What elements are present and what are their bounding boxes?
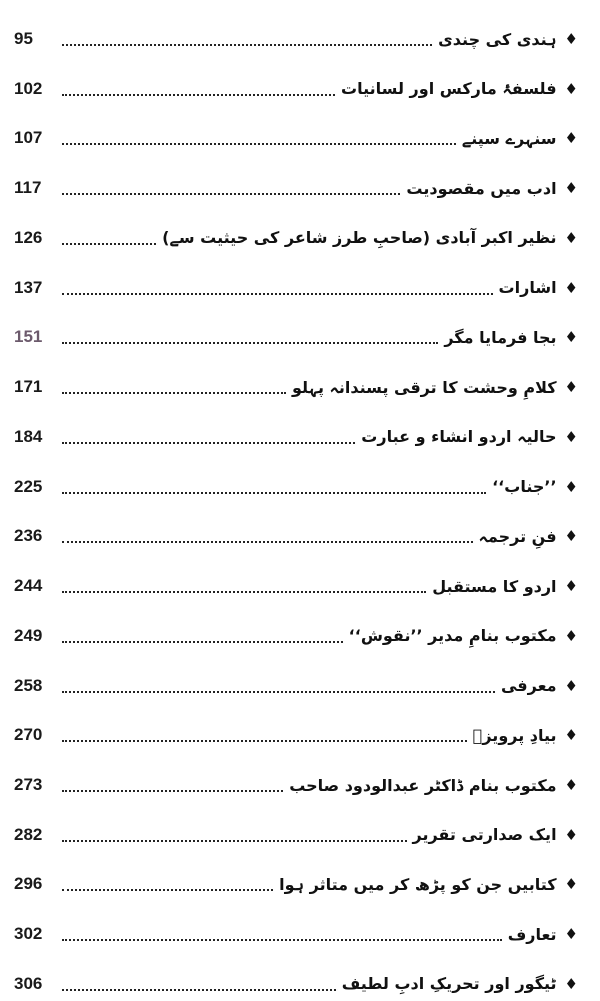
page-number: 107 (14, 128, 43, 148)
dot-leader (62, 342, 438, 344)
toc-entry-text (62, 221, 578, 255)
toc-entry-text (62, 470, 578, 504)
entry-title: فلسفۂ مارکس اور لسانیات (341, 79, 557, 99)
entry-title: تعارف (507, 924, 557, 944)
page-number: 302 (14, 924, 43, 944)
toc-entry[interactable] (0, 72, 600, 106)
entry-title: ایک صدارتی تقریر (412, 825, 557, 845)
diamond-bullet-icon: ♦ (564, 30, 578, 48)
toc-entry[interactable] (0, 171, 600, 205)
toc-entry-text (62, 519, 578, 553)
toc-entry-text (62, 967, 578, 1001)
page-number: 117 (14, 178, 42, 198)
toc-entry[interactable] (0, 519, 600, 553)
entry-title: مکتوب بنامِ مدیر ’’نقوش‘‘ (348, 626, 557, 646)
diamond-bullet-icon: ♦ (564, 378, 578, 397)
dot-leader (62, 939, 502, 941)
toc-entry[interactable] (0, 470, 600, 504)
page-number: 282 (14, 824, 43, 844)
diamond-bullet-icon: ♦ (564, 925, 578, 944)
toc-entry[interactable] (0, 768, 600, 802)
entry-title: ’’جناب‘‘ (492, 477, 557, 497)
toc-entry-text (62, 917, 578, 951)
diamond-bullet-icon: ♦ (564, 278, 578, 297)
toc-entry[interactable] (0, 669, 600, 703)
page-number: 171 (14, 377, 43, 397)
toc-entry[interactable] (0, 370, 600, 404)
toc-entry-text (62, 420, 578, 454)
toc-entry-text (62, 867, 578, 901)
toc-entry-text (62, 171, 578, 205)
dot-leader (62, 591, 426, 593)
toc-entry[interactable] (0, 867, 600, 901)
toc-entry[interactable] (0, 271, 600, 305)
diamond-bullet-icon: ♦ (564, 974, 578, 993)
toc-entry[interactable] (0, 320, 600, 354)
toc-entry[interactable] (0, 818, 600, 852)
page-number: 184 (14, 426, 43, 446)
page-number: 296 (14, 874, 43, 894)
diamond-bullet-icon: ♦ (564, 626, 578, 645)
diamond-bullet-icon: ♦ (564, 825, 578, 844)
toc-entry-text (62, 669, 578, 703)
entry-title: بیادِ پرویزؔ (472, 725, 557, 745)
toc-entry[interactable] (0, 967, 600, 1001)
toc-entry[interactable] (0, 22, 600, 56)
diamond-bullet-icon: ♦ (564, 875, 578, 894)
diamond-bullet-icon: ♦ (564, 477, 578, 496)
page-number: 102 (14, 78, 43, 98)
page-number: 151 (14, 327, 43, 347)
entry-title: اردو کا مستقبل (432, 576, 557, 596)
page-number: 249 (14, 625, 43, 645)
page-number: 258 (14, 675, 43, 695)
toc-entry-text (62, 370, 578, 404)
toc-entry[interactable] (0, 221, 600, 255)
toc-entry-text (62, 768, 578, 802)
entry-title: کتابیں جن کو پڑھ کر میں متاثر ہوا (279, 874, 557, 894)
dot-leader (62, 44, 432, 46)
diamond-bullet-icon: ♦ (564, 179, 578, 198)
toc-entry[interactable] (0, 420, 600, 454)
toc-entry-text (62, 619, 578, 653)
toc-entry-text (62, 569, 578, 603)
entry-title: مکتوب بنام ڈاکٹر عبدالودود صاحب (289, 775, 557, 795)
entry-title: سنہرے سپنے (461, 128, 557, 148)
dot-leader (62, 541, 473, 543)
diamond-bullet-icon: ♦ (564, 427, 578, 446)
table-of-contents (0, 22, 600, 1001)
dot-leader (62, 392, 286, 394)
diamond-bullet-icon: ♦ (564, 577, 578, 596)
toc-entry[interactable] (0, 619, 600, 653)
diamond-bullet-icon: ♦ (564, 527, 578, 546)
toc-entry[interactable] (0, 121, 600, 155)
diamond-bullet-icon: ♦ (564, 328, 578, 347)
toc-entry-text (62, 22, 578, 56)
page-number: 273 (14, 775, 43, 795)
page-number: 236 (14, 526, 43, 546)
page-number: 137 (14, 277, 43, 297)
toc-entry-text (62, 818, 578, 852)
entry-title: ہندی کی چندی (438, 29, 557, 49)
toc-entry-text (62, 718, 578, 752)
diamond-bullet-icon: ♦ (564, 228, 578, 247)
dot-leader (62, 641, 343, 643)
page-number: 95 (14, 29, 33, 48)
toc-entry-text (62, 121, 578, 155)
dot-leader (62, 293, 493, 295)
entry-title: نظیر اکبر آبادی (صاحبِ طرز شاعر کی حیثیت سے) (162, 228, 557, 248)
entry-title: حالیہ اردو انشاء و عبارت (361, 427, 557, 447)
entry-title: کلامِ وحشت کا ترقی پسندانہ پہلو (292, 377, 557, 397)
toc-entry-text (62, 320, 578, 354)
dot-leader (62, 691, 495, 693)
dot-leader (62, 790, 283, 792)
dot-leader (62, 889, 273, 891)
toc-entry[interactable] (0, 917, 600, 951)
dot-leader (62, 840, 407, 842)
toc-entry-text (62, 72, 578, 106)
dot-leader (62, 740, 467, 742)
dot-leader (62, 143, 456, 145)
entry-title: بجا فرمایا مگر (444, 327, 557, 347)
dot-leader (62, 442, 355, 444)
diamond-bullet-icon: ♦ (564, 79, 578, 98)
dot-leader (62, 193, 400, 195)
entry-title: اشارات (498, 278, 557, 298)
page-number: 126 (14, 227, 43, 247)
page-number: 270 (14, 725, 43, 745)
diamond-bullet-icon: ♦ (564, 676, 578, 695)
entry-title: ادب میں مقصودیت (406, 178, 557, 198)
entry-title: ٹیگور اور تحریکِ ادبِ لطیف (341, 974, 557, 994)
diamond-bullet-icon: ♦ (564, 726, 578, 745)
toc-entry-text (62, 271, 578, 305)
diamond-bullet-icon: ♦ (564, 776, 578, 795)
entry-title: فنِ ترجمہ (478, 526, 557, 546)
dot-leader (62, 94, 335, 96)
entry-title: معرفی (500, 676, 557, 696)
dot-leader (62, 989, 336, 991)
toc-entry[interactable] (0, 569, 600, 603)
page-number: 225 (14, 476, 43, 496)
toc-entry[interactable] (0, 718, 600, 752)
dot-leader (62, 492, 486, 494)
dot-leader (62, 243, 156, 245)
page-number: 244 (14, 576, 43, 596)
page-number: 306 (14, 973, 43, 993)
diamond-bullet-icon: ♦ (564, 129, 578, 148)
